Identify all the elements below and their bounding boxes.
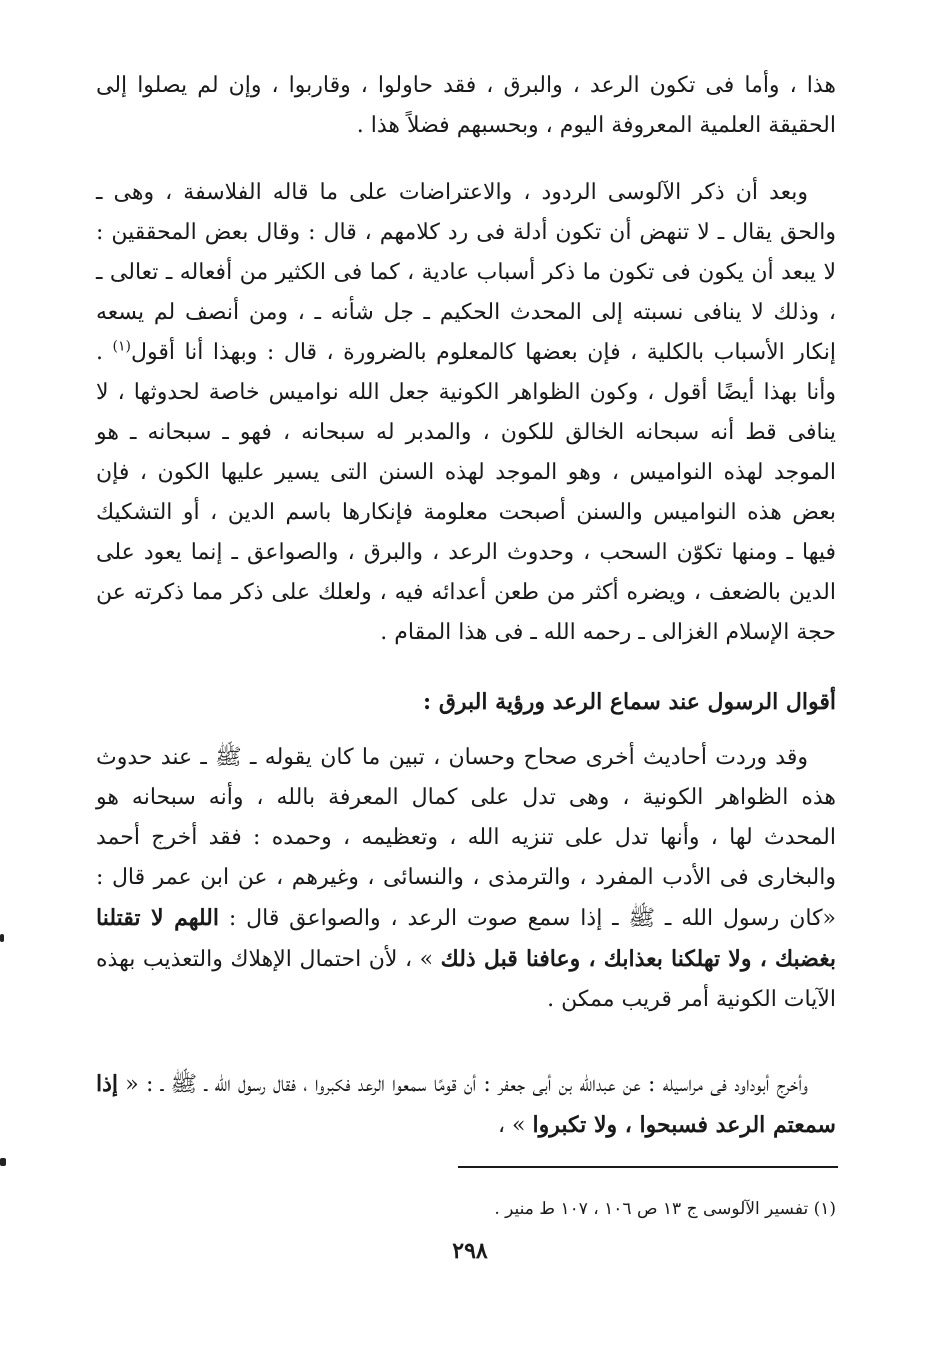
paragraph-3-text-a: وقد وردت أحاديث أخرى صحاح وحسان ، تبين ما كان يقوله ـ ﷺ ـ عند حدوث هذه الظواهر الكونية ، وهى تدل على كمال المعرفة بالله ، وأنه سبحانه هو المحدث لها ، وأنها تدل على تنزيه الله ، وتعظيمه ، وحمده : فقد أخرج أحمد والبخارى فى الأدب المفرد ، والترمذى ، والنسائى ، وغيرهم ، عن ابن عمر قال : «كان رسول الله ـ ﷺ ـ إذا سمع صوت الرعد ، والصواعق قال : (96, 745, 837, 931)
paragraph-4-text-b: » ، (497, 1113, 533, 1138)
footnote-divider (458, 1166, 838, 1168)
paragraph-2 (96, 173, 836, 653)
hadith-quote-1: اللهم لا تقتلنا بغضبك ، ولا تهلكنا بعذابك ، وعافنا قبل ذلك (96, 905, 836, 972)
hadith-quote-2: إذا سمعتم الرعد فسبحوا ، ولا تكبروا (96, 1071, 836, 1138)
paragraph-2-text-a: وبعد أن ذكر الآلوسى الردود ، والاعتراضات على ما قاله الفلاسفة ، وهى ـ والحق يقال ـ لا تنهض أن تكون أدلة فى رد كلامهم ، قال : وقال بعض المحققين : لا يبعد أن يكون فى تكون ما ذكر أسباب عادية ، كما فى الكثير من أفعاله ـ تعالى ـ ، وذلك لا ينافى نسبته إلى المحدث الحكيم ـ جل شأنه ـ ، ومن أنصف لم يسعه إنكار الأسباب بالكلية ، فإن بعضها كالمعلوم بالضرورة ، قال : وبهذا أنا أقول (96, 180, 837, 365)
paragraph-3-text-b: » ، لأن احتمال الإهلاك والتعذيب بهذه الآيات الكونية أمر قريب ممكن . (96, 947, 836, 1012)
paragraph-2-text-b: . وأنا بهذا أيضًا أقول ، وكون الظواهر الكونية جعل الله نواميس خاصة لحدوثها ، لا ينافى قط أنه سبحانه الخالق للكون ، والمدبر له سبحانه ، فهو ـ سبحانه ـ هو الموجد لهذه النواميس ، وهو الموجد لهذه السنن التى يسير عليها الكون ، فإن بعض هذه النواميس والسنن أصبحت معلومة فإنكارها باسم الدين ، أو التشكيك فيها ـ ومنها تكوّن السحب ، وحدوث الرعد ، والبرق ، والصواعق ـ إنما يعود على الدين بالضعف ، ويضره أكثر من طعن أعدائه فيه ، ولعلك على ذكر مما ذكرته عن حجة الإسلام الغزالى ـ رحمه الله ـ فى هذا المقام . (96, 340, 836, 645)
footnote-reference: (١) (112, 338, 131, 355)
paragraph-1 (96, 66, 836, 146)
paragraph-3 (96, 738, 836, 1020)
footnote: (١) تفسير الآلوسى ج ١٣ ص ١٠٦ ، ١٠٧ ط منير . (494, 1199, 836, 1219)
paragraph-4 (96, 1064, 836, 1146)
scan-mark (0, 934, 4, 942)
paragraph-4-text-a: وأخرج أبوداود فى مراسيله : عن عبدالله بن أبى جعفر : أن قومًا سمعوا الرعد فكبروا ، فقال رسول الله ـ ﷺ ـ : « (118, 1072, 808, 1097)
page-number: ٢٩٨ (452, 1238, 488, 1264)
paragraph-1-text: هذا ، وأما فى تكون الرعد ، والبرق ، فقد حاولوا ، وقاربوا ، وإن لم يصلوا إلى الحقيقة العلمية المعروفة اليوم ، وبحسبهم فضلاً هذا . (96, 73, 836, 138)
scan-mark (0, 1158, 6, 1166)
section-heading: أقوال الرسول عند سماع الرعد ورؤية البرق : (423, 689, 836, 715)
